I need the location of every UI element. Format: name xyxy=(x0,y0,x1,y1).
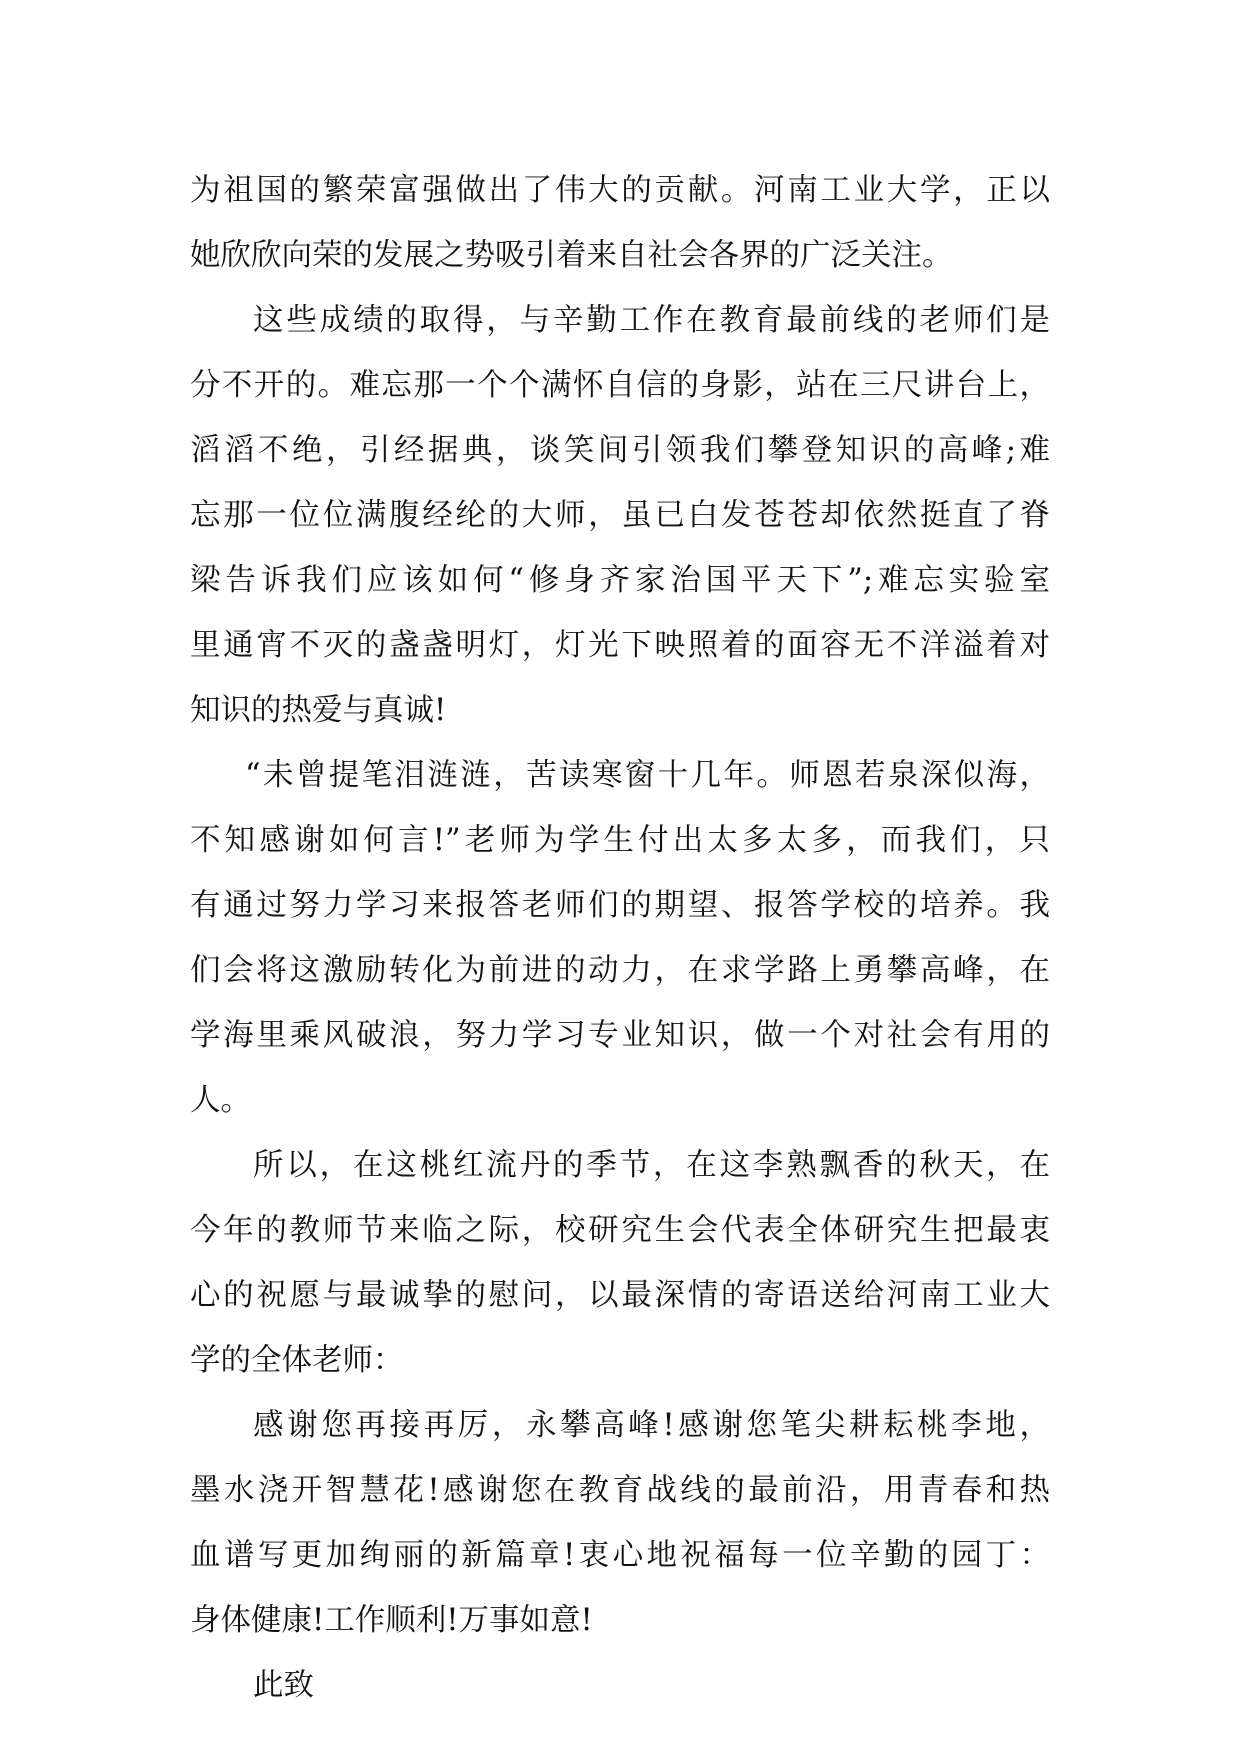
text-line: 感谢您再接再厉，永攀高峰!感谢您笔尖耕耘桃李地， xyxy=(253,1408,1050,1443)
text-line: 们会将这激励转化为前进的动力，在求学路上勇攀高峰，在 xyxy=(190,953,1050,988)
paragraph-3 xyxy=(190,743,1050,1133)
letter-body xyxy=(190,158,1050,1718)
text-line: 血谱写更加绚丽的新篇章!衷心地祝福每一位辛勤的园丁： xyxy=(190,1538,1050,1573)
text-line: 知识的热爱与真诚! xyxy=(190,693,447,728)
text-line: 身体健康!工作顺利!万事如意! xyxy=(190,1603,593,1638)
text-line: 不知感谢如何言!”老师为学生付出太多太多，而我们，只 xyxy=(190,823,1050,858)
text-line: 分不开的。难忘那一个个满怀自信的身影，站在三尺讲台上， xyxy=(190,368,1050,403)
text-line: 忘那一位位满腹经纶的大师，虽已白发苍苍却依然挺直了脊 xyxy=(190,498,1050,533)
text-line: “未曾提笔泪涟涟，苦读寒窗十几年。师恩若泉深似海， xyxy=(245,758,1050,793)
text-line: 墨水浇开智慧花!感谢您在教育战线的最前沿，用青春和热 xyxy=(190,1473,1050,1508)
paragraph-5 xyxy=(190,1393,1050,1653)
text-line: 心的祝愿与最诚挚的慰问，以最深情的寄语送给河南工业大 xyxy=(190,1278,1050,1313)
paragraph-4 xyxy=(190,1133,1050,1393)
text-line: 此致 xyxy=(253,1668,314,1703)
text-line: 为祖国的繁荣富强做出了伟大的贡献。河南工业大学，正以 xyxy=(190,173,1050,208)
text-line: 所以，在这桃红流丹的季节，在这李熟飘香的秋天，在 xyxy=(253,1148,1050,1183)
paragraph-2 xyxy=(190,288,1050,743)
text-line: 今年的教师节来临之际，校研究生会代表全体研究生把最衷 xyxy=(190,1213,1050,1248)
text-line: 学海里乘风破浪，努力学习专业知识，做一个对社会有用的 xyxy=(190,1018,1050,1053)
text-line: 里通宵不灭的盏盏明灯，灯光下映照着的面容无不洋溢着对 xyxy=(190,628,1050,663)
text-line: 人。 xyxy=(190,1083,251,1118)
text-line: 梁告诉我们应该如何“修身齐家治国平天下”;难忘实验室 xyxy=(190,563,1050,598)
text-line: 学的全体老师： xyxy=(190,1343,404,1378)
text-line: 这些成绩的取得，与辛勤工作在教育最前线的老师们是 xyxy=(253,303,1050,338)
text-line: 她欣欣向荣的发展之势吸引着来自社会各界的广泛关注。 xyxy=(190,238,953,273)
text-line: 有通过努力学习来报答老师们的期望、报答学校的培养。我 xyxy=(190,888,1050,923)
closing-salutation xyxy=(190,1653,1050,1718)
text-line: 滔滔不绝，引经据典，谈笑间引领我们攀登知识的高峰;难 xyxy=(190,433,1050,468)
paragraph-1 xyxy=(190,158,1050,288)
